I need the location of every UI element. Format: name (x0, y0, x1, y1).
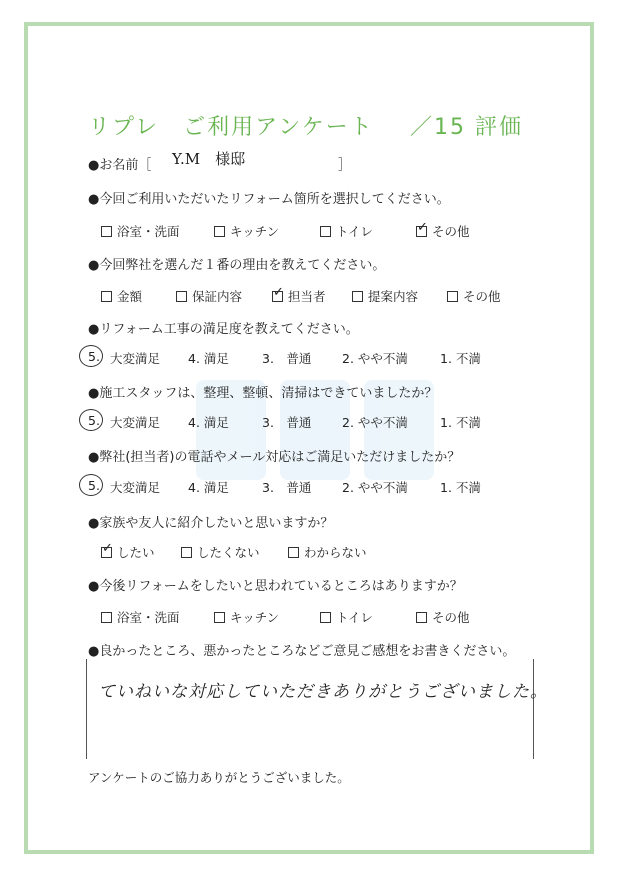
q5-rating-5-label: 大変満足 (110, 480, 161, 495)
checkbox[interactable] (320, 612, 331, 623)
checkbox[interactable] (352, 291, 363, 302)
checkbox-checked[interactable] (272, 285, 284, 302)
q1-option-bath[interactable]: 浴室・洗面 (101, 222, 180, 240)
q6-option-unsure[interactable]: わからない (288, 543, 367, 561)
check-mark-icon: ✓ (417, 220, 428, 235)
checkbox[interactable] (447, 291, 458, 302)
checkbox[interactable] (181, 547, 192, 558)
closing-message: アンケートのご協力ありがとうございました。 (88, 770, 350, 785)
q1-option-toilet[interactable]: トイレ (320, 222, 373, 240)
q7-option-toilet[interactable]: トイレ (320, 608, 373, 626)
checkbox[interactable] (101, 226, 112, 237)
question-4: ●施工スタッフは、整理、整頓、清掃はできていましたか？ (88, 386, 438, 401)
q5-rating-3[interactable]: 3. 普通 (262, 480, 312, 495)
q5-rating-2[interactable]: 2. やや不満 (342, 480, 408, 495)
q4-rating-2[interactable]: 2. やや不満 (342, 415, 408, 430)
checkbox[interactable] (214, 226, 225, 237)
check-mark-icon: ✓ (273, 285, 284, 300)
q2-option-proposal[interactable]: 提案内容 (352, 287, 418, 305)
q2-option-other[interactable]: その他 (447, 287, 501, 305)
q2-option-warranty[interactable]: 保証内容 (176, 287, 242, 305)
question-2: ●今回弊社を選んだ１番の理由を教えてください。 (88, 258, 386, 273)
question-7: ●今後リフォームをしたいと思われているところはありますか？ (88, 579, 463, 594)
q4-rating-3[interactable]: 3. 普通 (262, 415, 312, 430)
q3-rating-4[interactable]: 4. 満足 (188, 351, 229, 366)
question-8: ●良かったところ、悪かったところなどご意見ご感想をお書きください。 (88, 644, 516, 659)
q1-option-kitchen[interactable]: キッチン (214, 222, 279, 240)
question-1: ●今回ご利用いただいたリフォーム箇所を選択してください。 (88, 192, 450, 207)
q2-option-staff[interactable]: ✓ 担当者 (273, 285, 326, 304)
q3-rating-5[interactable]: 5. (88, 349, 100, 364)
q7-option-kitchen[interactable]: キッチン (214, 608, 279, 626)
score-label: ／15 評価 (410, 115, 523, 140)
q6-option-yes[interactable]: ✓ したい (102, 541, 155, 560)
q5-rating-1[interactable]: 1. 不満 (440, 480, 481, 495)
checkbox[interactable] (101, 291, 112, 302)
q3-rating-2[interactable]: 2. やや不満 (342, 351, 408, 366)
name-label: ●お名前［ (88, 158, 152, 173)
checkbox[interactable] (288, 547, 299, 558)
question-6: ●家族や友人に紹介したいと思いますか？ (88, 516, 334, 531)
checkbox-checked[interactable] (416, 220, 428, 237)
question-5: ●弊社(担当者)の電話やメール対応はご満足いただけましたか？ (88, 450, 461, 465)
checkbox[interactable] (416, 612, 427, 623)
q4-rating-5[interactable]: 5. (88, 413, 100, 428)
q7-option-bath[interactable]: 浴室・洗面 (101, 608, 180, 626)
q4-rating-4[interactable]: 4. 満足 (188, 415, 229, 430)
q4-rating-5-label: 大変満足 (110, 415, 161, 430)
name-bracket-close: ］ (338, 158, 352, 173)
q3-rating-5-label: 大変満足 (110, 351, 161, 366)
q3-rating-3[interactable]: 3. 普通 (262, 351, 312, 366)
q3-rating-1[interactable]: 1. 不満 (440, 351, 481, 366)
q1-option-other[interactable]: ✓ その他 (417, 220, 470, 239)
check-mark-icon: ✓ (102, 541, 113, 556)
name-value: Y.M 様邸 (172, 150, 246, 168)
checkbox[interactable] (176, 291, 187, 302)
survey-title: リプレ ご利用アンケート ／15 評価 (88, 110, 374, 141)
checkbox[interactable] (101, 612, 112, 623)
q5-rating-5[interactable]: 5. (88, 478, 100, 493)
q4-rating-1[interactable]: 1. 不満 (440, 415, 481, 430)
comment-box[interactable] (86, 659, 534, 759)
q2-option-price[interactable]: 金額 (101, 287, 142, 305)
q5-rating-4[interactable]: 4. 満足 (188, 480, 229, 495)
question-3: ●リフォーム工事の満足度を教えてください。 (88, 322, 359, 337)
q7-option-other[interactable]: その他 (416, 608, 470, 626)
checkbox-checked[interactable] (101, 541, 113, 558)
checkbox[interactable] (320, 226, 331, 237)
comment-text: ていねいな対応していただきありがとうございました。 (98, 682, 548, 702)
q6-option-no[interactable]: したくない (181, 543, 260, 561)
checkbox[interactable] (214, 612, 225, 623)
